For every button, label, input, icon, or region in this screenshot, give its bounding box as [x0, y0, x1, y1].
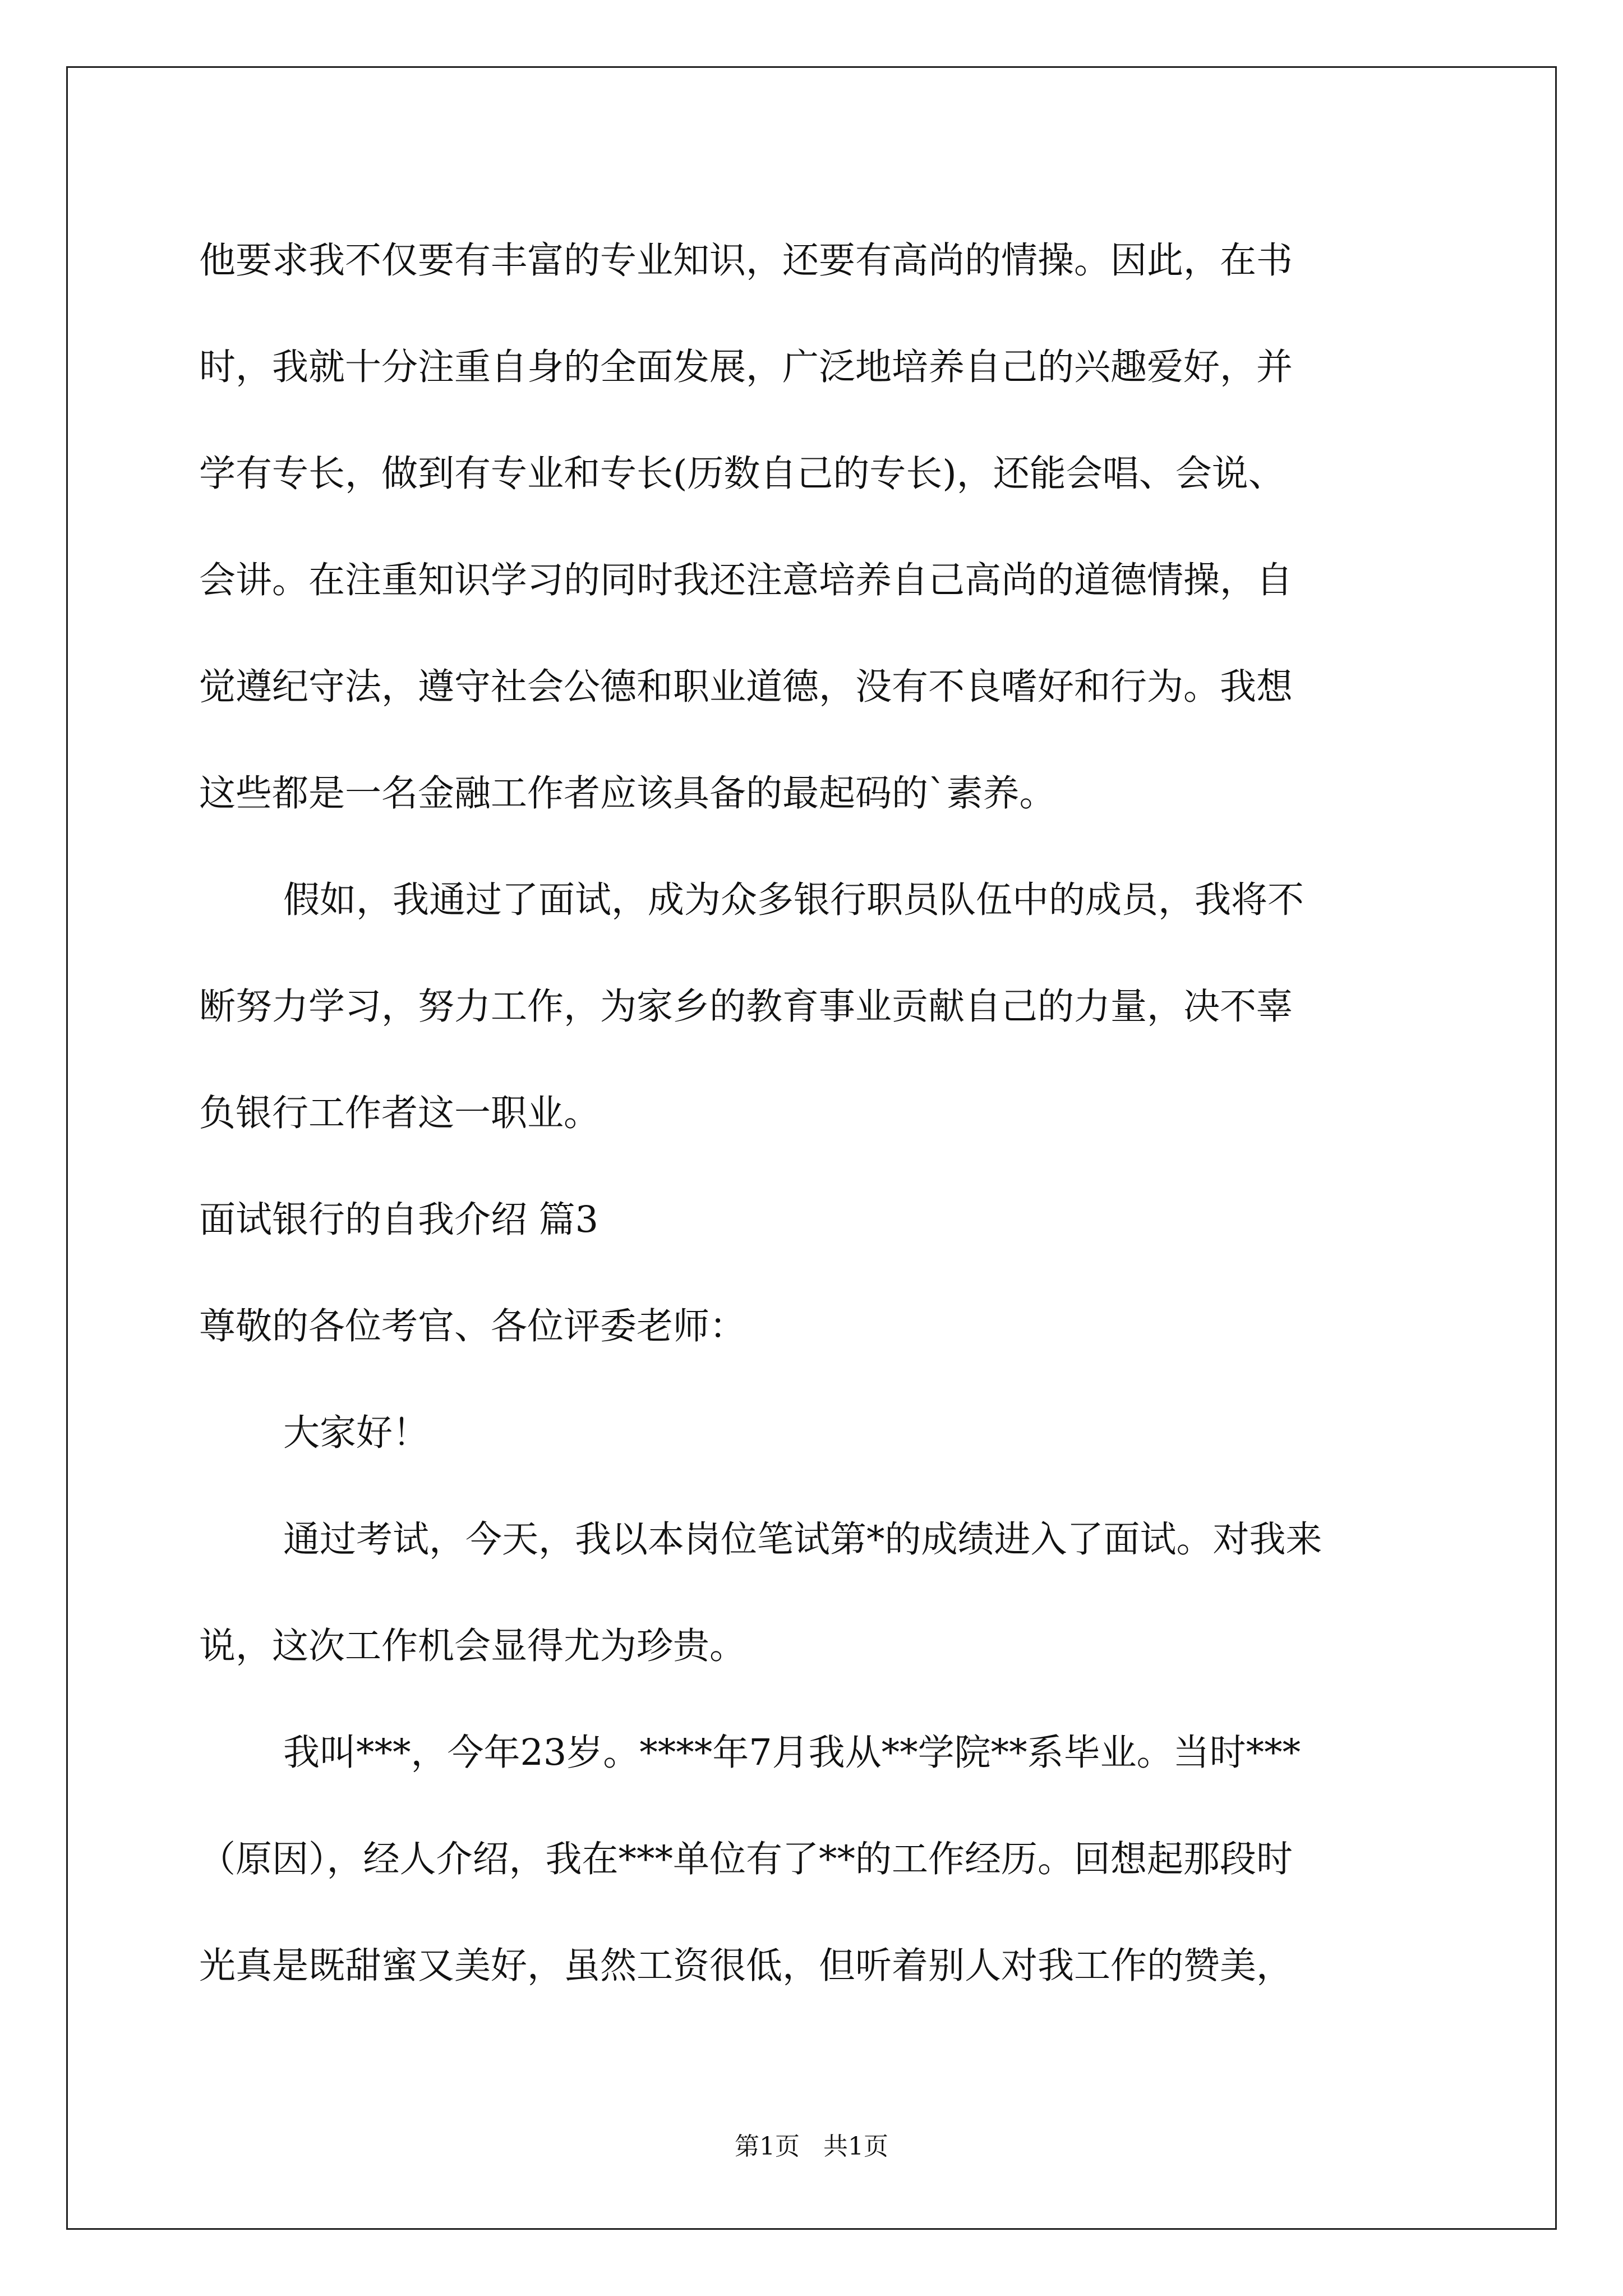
text-line: 学有专长，做到有专业和专长(历数自己的专长)，还能会唱、会说、: [199, 453, 1285, 495]
greeting: 大家好！: [283, 1412, 430, 1454]
text-line: （原因），经人介绍，我在***单位有了**的工作经历。回想起那段时: [199, 1838, 1293, 1880]
text-line: 会讲。在注重知识学习的同时我还注意培养自己高尚的道德情操，自: [199, 559, 1293, 601]
text-line: 这些都是一名金融工作者应该具备的最起码的`素养。: [199, 772, 1056, 815]
text-line: 我叫***，今年23岁。****年7月我从**学院**系毕业。当时***: [283, 1732, 1301, 1774]
text-line: 他要求我不仅要有丰富的专业知识，还要有高尚的情操。因此，在书: [199, 240, 1293, 282]
text-line: 通过考试，今天，我以本岗位笔试第*的成绩进入了面试。对我来: [283, 1519, 1322, 1561]
text-line: 说，这次工作机会显得尤为珍贵。: [199, 1625, 746, 1667]
section-heading: 面试银行的自我介绍 篇3: [199, 1199, 599, 1241]
text-line: 断努力学习，努力工作，为家乡的教育事业贡献自己的力量，决不辜: [199, 986, 1293, 1028]
salutation: 尊敬的各位考官、各位评委老师：: [199, 1305, 746, 1347]
document-body: [199, 208, 1427, 2019]
text-line: 时，我就十分注重自身的全面发展，广泛地培养自己的兴趣爱好，并: [199, 346, 1293, 388]
page-number-footer: 第1页 共1页: [735, 2132, 888, 2161]
text-line: 光真是既甜蜜又美好，虽然工资很低，但听着别人对我工作的赞美，: [199, 1945, 1293, 1987]
text-line: 假如，我通过了面试，成为众多银行职员队伍中的成员，我将不: [283, 879, 1304, 921]
text-line: 负银行工作者这一职业。: [199, 1092, 601, 1134]
text-line: 觉遵纪守法，遵守社会公德和职业道德，没有不良嗜好和行为。我想: [199, 666, 1293, 708]
